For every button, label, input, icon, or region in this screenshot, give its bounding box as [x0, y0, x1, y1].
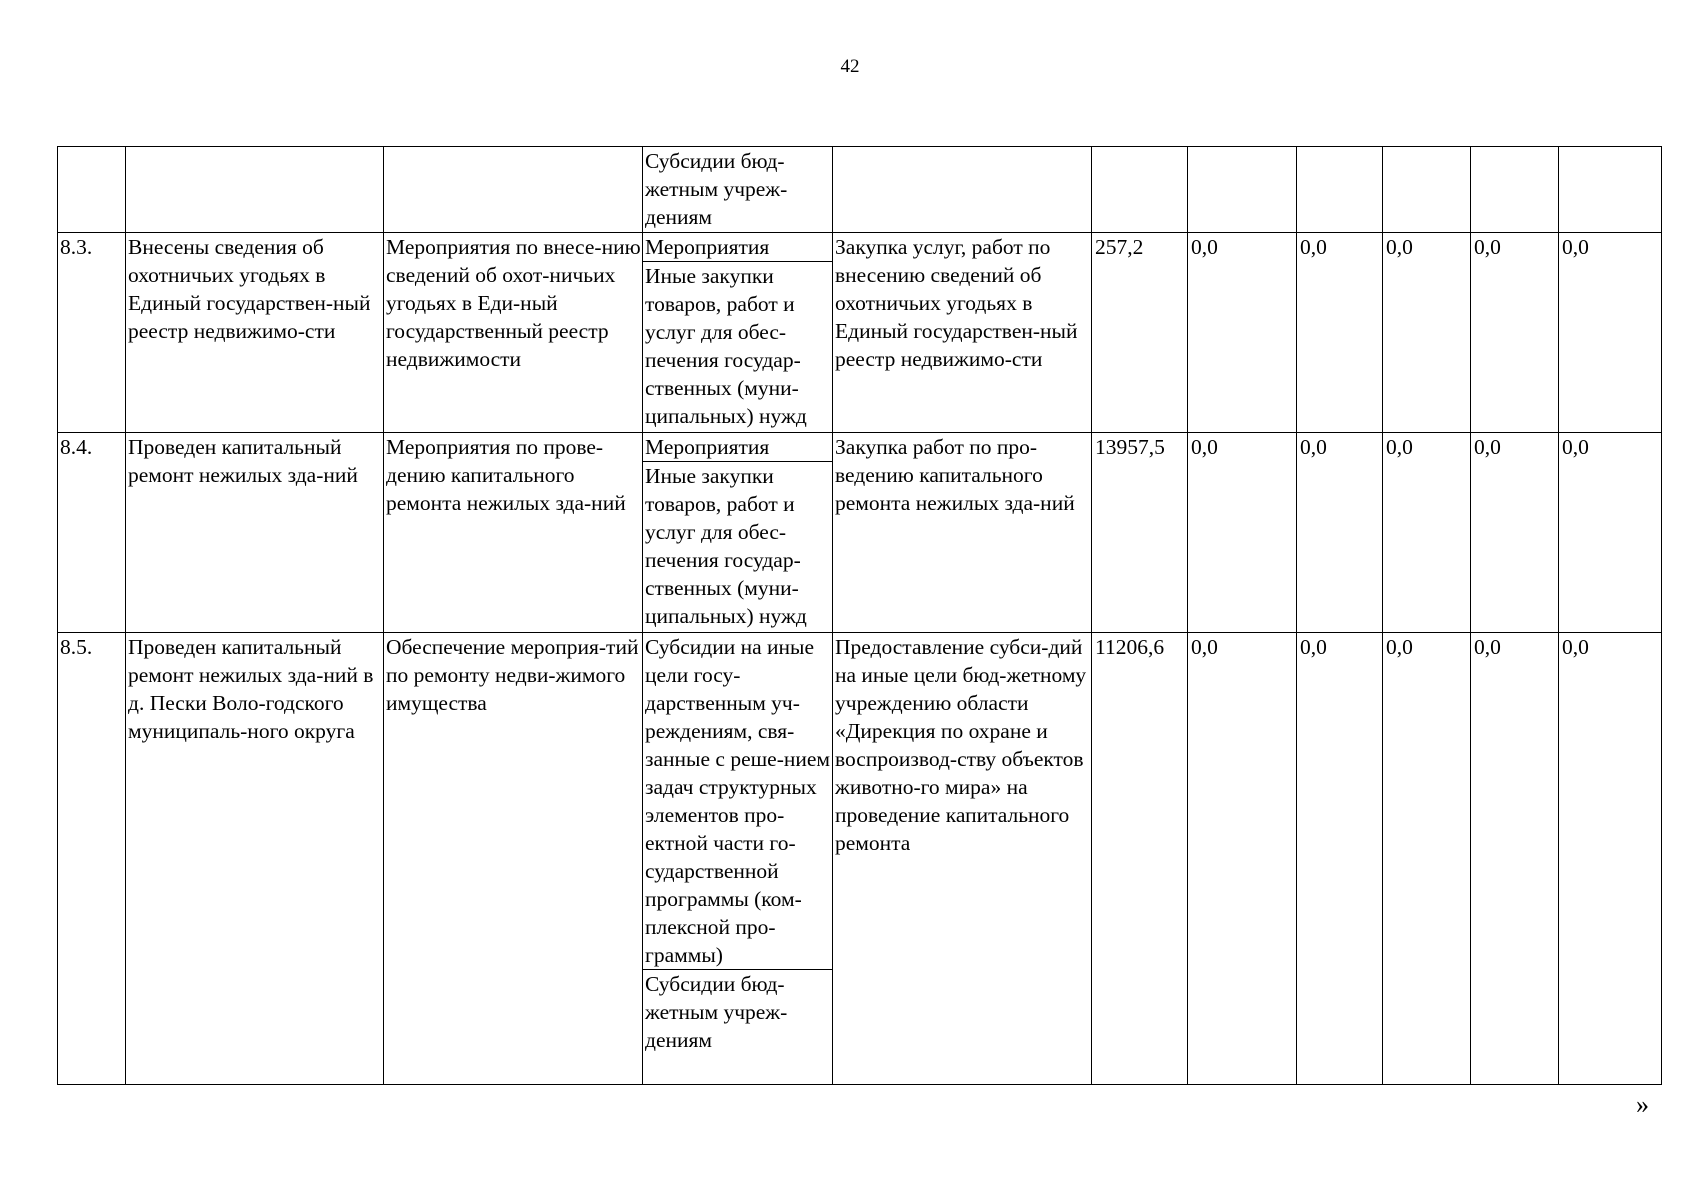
table-row	[58, 233, 1662, 433]
description-cell: Предоставление субси-дий на иные цели бюд-жетному учреждению области «Дирекция по охране и воспроизвод-ству объектов животно-го мира» на проведение капитального ремонта	[833, 633, 1092, 1085]
result-cell: Проведен капитальный ремонт нежилых зда-ний	[126, 433, 384, 633]
funding-primary-text: Мероприятия	[645, 235, 770, 259]
row-number-cell	[58, 147, 126, 233]
description-cell	[833, 147, 1092, 233]
activity-cell: Мероприятия по прове-дению капитального ремонта нежилых зда-ний	[384, 433, 643, 633]
result-cell: Внесены сведения об охотничьих угодьях в Единый государствен-ный реестр недвижимо-сти	[126, 233, 384, 433]
total-amount-cell: 11206,6	[1092, 633, 1188, 1085]
value-cell: 0,0	[1297, 633, 1383, 1085]
row-number-cell: 8.3.	[58, 233, 126, 433]
value-cell: 0,0	[1383, 433, 1471, 633]
funding-type-cell	[643, 233, 833, 433]
value-cell: 0,0	[1188, 633, 1297, 1085]
value-cell: 0,0	[1559, 433, 1662, 633]
value-cell	[1383, 147, 1471, 233]
row-number-cell: 8.5.	[58, 633, 126, 1085]
total-amount-cell: 257,2	[1092, 233, 1188, 433]
result-cell	[126, 147, 384, 233]
description-cell: Закупка услуг, работ по внесению сведений об охотничьих угодьях в Единый государствен-ный реестр недвижимо-сти	[833, 233, 1092, 433]
funding-secondary-text: Субсидии бюд-жетным учреж-дениям	[643, 969, 833, 1054]
row-number-cell: 8.4.	[58, 433, 126, 633]
funding-type-cell	[643, 633, 833, 1085]
activity-cell	[384, 147, 643, 233]
value-cell: 0,0	[1188, 233, 1297, 433]
activity-cell: Обеспечение мероприя-тий по ремонту недви-жимого имущества	[384, 633, 643, 1085]
value-cell	[1297, 147, 1383, 233]
value-cell: 0,0	[1559, 233, 1662, 433]
total-amount-cell	[1092, 147, 1188, 233]
value-cell	[1559, 147, 1662, 233]
description-cell: Закупка работ по про-ведению капитального ремонта нежилых зда-ний	[833, 433, 1092, 633]
funding-secondary-text: Иные закупки товаров, работ и услуг для обес-печения государ-ственных (муни-ципальных) нужд	[643, 461, 833, 630]
total-amount-cell: 13957,5	[1092, 433, 1188, 633]
value-cell: 0,0	[1188, 433, 1297, 633]
value-cell: 0,0	[1383, 233, 1471, 433]
funding-secondary-text: Иные закупки товаров, работ и услуг для обес-печения государ-ственных (муни-ципальных) нужд	[643, 261, 833, 430]
funding-primary-text: Мероприятия	[645, 435, 770, 459]
value-cell	[1471, 147, 1559, 233]
funding-primary-text: Субсидии на иные цели госу-дарственным уч-реждениям, свя-занные с реше-нием задач структурных элементов про-ектной части го-сударственной программы (ком-плексной про-граммы)	[645, 635, 831, 967]
end-quote-mark: »	[1636, 1090, 1649, 1119]
table-row	[58, 433, 1662, 633]
value-cell: 0,0	[1471, 233, 1559, 433]
table-row	[58, 633, 1662, 1085]
result-cell: Проведен капитальный ремонт нежилых зда-ний в д. Пески Воло-годского муниципаль-ного округа	[126, 633, 384, 1085]
funding-primary-text: Субсидии бюд- жетным учреж- дениям	[645, 149, 788, 229]
value-cell: 0,0	[1559, 633, 1662, 1085]
value-cell: 0,0	[1297, 433, 1383, 633]
page-number: 42	[840, 56, 860, 77]
value-cell: 0,0	[1471, 633, 1559, 1085]
value-cell: 0,0	[1383, 633, 1471, 1085]
table-row	[58, 147, 1662, 233]
budget-table	[57, 146, 1662, 1085]
value-cell	[1188, 147, 1297, 233]
funding-type-cell	[643, 433, 833, 633]
value-cell: 0,0	[1297, 233, 1383, 433]
value-cell: 0,0	[1471, 433, 1559, 633]
funding-type-cell	[643, 147, 833, 233]
activity-cell: Мероприятия по внесе-нию сведений об охот-ничьих угодьях в Еди-ный государственный реестр недвижимости	[384, 233, 643, 433]
